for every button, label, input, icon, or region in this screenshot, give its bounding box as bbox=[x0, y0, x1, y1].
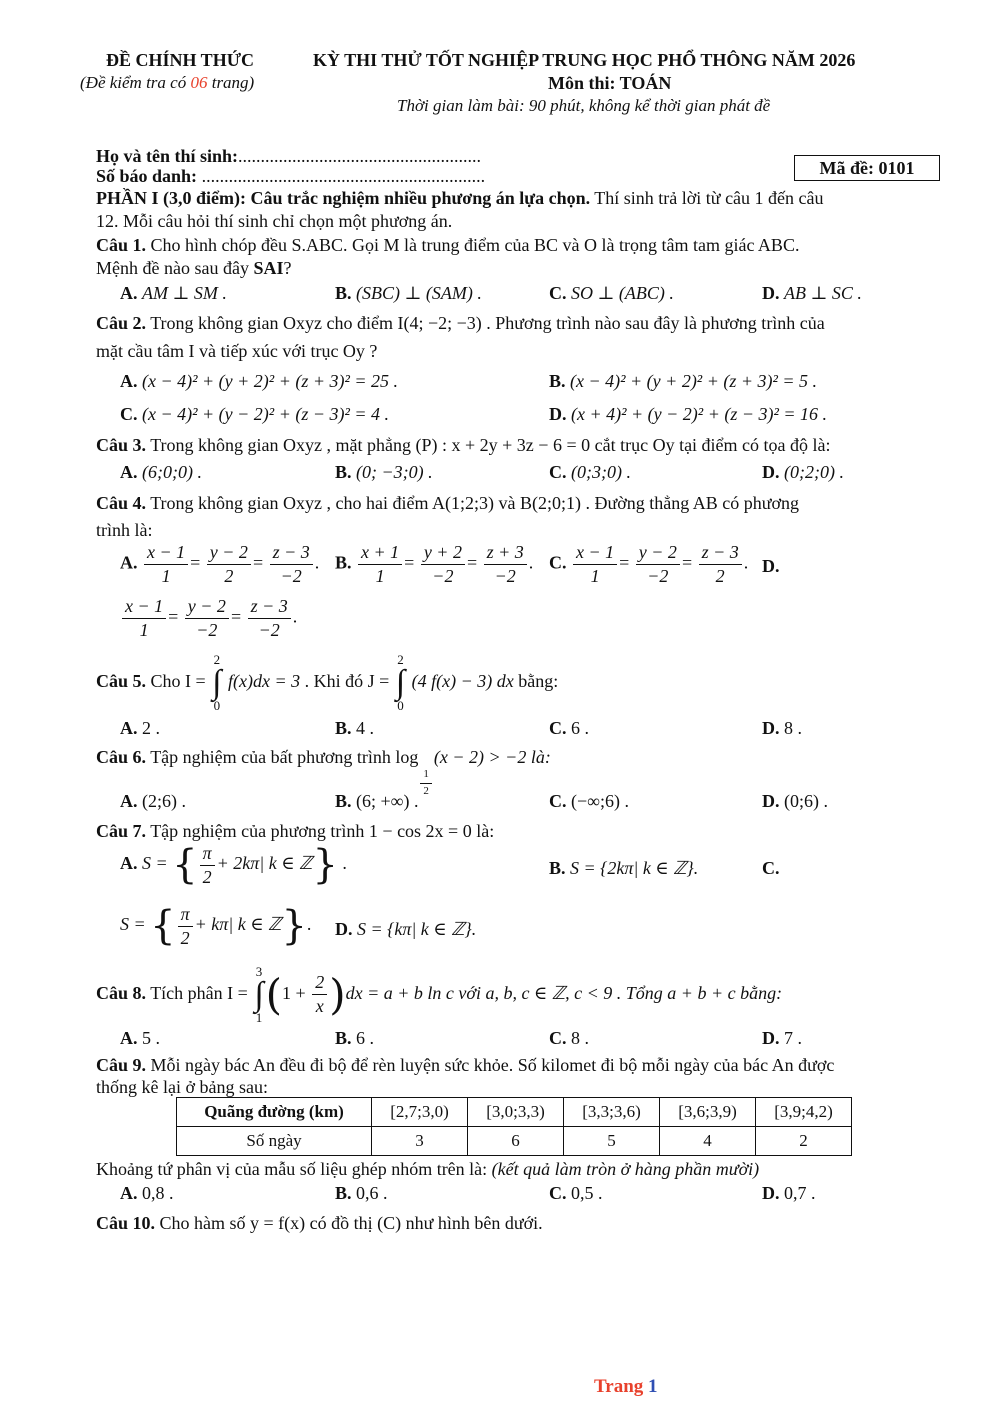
part1-desc: 12. Mỗi câu hỏi thí sinh chỉ chọn một phương án. bbox=[96, 211, 453, 231]
candidate-name-line: Họ và tên thí sinh:...................................................... bbox=[96, 146, 482, 166]
table-header-cell: Quãng đường (km) bbox=[177, 1098, 372, 1127]
exam-code-box: Mã đề: 0101 bbox=[794, 155, 940, 181]
page-footer: Trang 1 bbox=[594, 1376, 658, 1397]
subject: Môn thi: TOÁN bbox=[548, 73, 672, 93]
integral-sign: 2 ∫ 0 bbox=[395, 652, 406, 713]
q9-option-b[interactable]: B. 0,6 . bbox=[335, 1183, 388, 1203]
q8-option-b[interactable]: B. 6 . bbox=[335, 1028, 375, 1048]
q7-option-c-letter[interactable]: C. bbox=[762, 858, 780, 878]
frac: $\frac{x - 1}{1}$ bbox=[122, 597, 166, 640]
q7-option-a[interactable]: A. S = { $\frac{\pi}{2}$ + 2kπ| k ∈ ℤ} . bbox=[120, 842, 347, 888]
q9-option-a[interactable]: A. 0,8 . bbox=[120, 1183, 174, 1203]
q5-option-d[interactable]: D. 8 . bbox=[762, 718, 802, 738]
q2-option-c[interactable]: C. (x − 4)² + (y − 2)² + (z − 3)² = 4 . bbox=[120, 404, 390, 424]
q6-option-d[interactable]: D. (0;6) . bbox=[762, 791, 828, 811]
q1-stem-2: Mệnh đề nào sau đây SAI? bbox=[96, 258, 292, 278]
frac: $\frac{\pi}{2}$ bbox=[200, 844, 215, 887]
q3-option-a[interactable]: A. (6;0;0) . bbox=[120, 462, 202, 482]
q1-stem: Câu 1. Cho hình chóp đều S.ABC. Gọi M là trung điểm của BC và O là trọng tâm tam giác ABC. bbox=[96, 235, 800, 255]
q9-option-d[interactable]: D. 0,7 . bbox=[762, 1183, 816, 1203]
table-cell: 5 bbox=[564, 1127, 660, 1156]
q8-stem: Câu 8. Tích phân I = 3 ∫ 1 (1 + $\frac{2}{x}$ )dx = a + b ln c với a, b, c ∈ ℤ, c < 9 . Tổng a + b + c bằng: bbox=[96, 964, 783, 1025]
table-header-cell: Số ngày bbox=[177, 1127, 372, 1156]
table-cell: 4 bbox=[660, 1127, 756, 1156]
q9-stem: Câu 9. Mỗi ngày bác An đều đi bộ để rèn luyện sức khỏe. Số kilomet đi bộ mỗi ngày của bác An được bbox=[96, 1055, 835, 1075]
frac: $\frac{z + 3}{-2}$ bbox=[484, 543, 527, 586]
frac: $\frac{z - 3}{-2}$ bbox=[248, 597, 291, 640]
table-cell: 6 bbox=[468, 1127, 564, 1156]
q4-option-d-letter[interactable]: D. bbox=[762, 556, 780, 576]
q7-option-b[interactable]: B. S = {2kπ| k ∈ ℤ}. bbox=[549, 858, 699, 878]
q2-option-b[interactable]: B. (x − 4)² + (y + 2)² + (z + 3)² = 5 . bbox=[549, 371, 818, 391]
q4-option-c[interactable]: C. $\frac{x - 1}{1}$ = $\frac{y - 2}{-2}$ = $\frac{z - 3}{2}$ . bbox=[549, 542, 749, 586]
table-cell: [2,7;3,0) bbox=[372, 1098, 468, 1127]
q1-option-d[interactable]: D. AB ⊥ SC . bbox=[762, 283, 862, 303]
q5-option-c[interactable]: C. 6 . bbox=[549, 718, 589, 738]
q4-option-a[interactable]: A. $\frac{x - 1}{1}$ = $\frac{y - 2}{2}$ = $\frac{z - 3}{-2}$ . bbox=[120, 542, 320, 586]
table-row bbox=[177, 1098, 852, 1127]
q2-option-d[interactable]: D. (x + 4)² + (y − 2)² + (z − 3)² = 16 . bbox=[549, 404, 828, 424]
q2-option-a[interactable]: A. (x − 4)² + (y + 2)² + (z + 3)² = 25 . bbox=[120, 371, 399, 391]
q6-option-b[interactable]: B. (6; +∞) . bbox=[335, 791, 419, 811]
table-cell: 2 bbox=[756, 1127, 852, 1156]
q2-stem-2: mặt cầu tâm I và tiếp xúc với trục Oy ? bbox=[96, 341, 378, 361]
q4-stem-2: trình là: bbox=[96, 520, 153, 540]
duration: Thời gian làm bài: 90 phút, không kể thời gian phát đề bbox=[397, 96, 771, 115]
table-cell: [3,3;3,6) bbox=[564, 1098, 660, 1127]
q7-option-d[interactable]: D. S = {kπ| k ∈ ℤ}. bbox=[335, 919, 477, 939]
q1-option-b[interactable]: B. (SBC) ⊥ (SAM) . bbox=[335, 283, 482, 303]
frac: $\frac{x - 1}{1}$ bbox=[573, 543, 617, 586]
q3-option-b[interactable]: B. (0; −3;0) . bbox=[335, 462, 433, 482]
q4-option-d[interactable]: $\frac{x - 1}{1}$ = $\frac{y - 2}{-2}$ = $\frac{z - 3}{-2}$ . bbox=[120, 597, 297, 640]
q5-stem: Câu 5. Cho I = 2 ∫ 0 f(x)dx = 3 . Khi đó J = 2 ∫ 0 (4 f(x) − 3) dx bằng: bbox=[96, 652, 559, 713]
q10-stem: Câu 10. Cho hàm số y = f(x) có đồ thị (C) như hình bên dưới. bbox=[96, 1213, 543, 1233]
frac: $\frac{x + 1}{1}$ bbox=[358, 543, 402, 586]
q9-stem-2: thống kê lại ở bảng sau: bbox=[96, 1077, 268, 1097]
q6-stem: Câu 6. Tập nghiệm của bất phương trình log $\frac{1}{2}$ (x − 2) > −2 là: bbox=[96, 747, 551, 797]
q3-option-d[interactable]: D. (0;2;0) . bbox=[762, 462, 844, 482]
q7-option-c[interactable]: S = { $\frac{\pi}{2}$ + kπ| k ∈ ℤ}. bbox=[120, 903, 312, 949]
exam-title: KỲ THI THỬ TỐT NGHIỆP TRUNG HỌC PHỔ THÔNG NĂM 2026 bbox=[313, 50, 856, 70]
frac: $\frac{z - 3}{2}$ bbox=[699, 543, 742, 586]
q5-option-a[interactable]: A. 2 . bbox=[120, 718, 160, 738]
table-cell: [3,9;4,2) bbox=[756, 1098, 852, 1127]
part1-heading: PHẦN I (3,0 điểm): Câu trắc nghiệm nhiều phương án lựa chọn. Thí sinh trả lời từ câu 1 đến câu bbox=[96, 188, 824, 208]
frac: $\frac{z - 3}{-2}$ bbox=[270, 543, 313, 586]
q9-stem-3: Khoảng tứ phân vị của mẫu số liệu ghép nhóm trên là: (kết quả làm tròn ở hàng phần mười) bbox=[96, 1159, 760, 1179]
q8-option-d[interactable]: D. 7 . bbox=[762, 1028, 802, 1048]
q7-stem: Câu 7. Tập nghiệm của phương trình 1 − cos 2x = 0 là: bbox=[96, 821, 495, 841]
frac: $\frac{2}{x}$ bbox=[312, 973, 327, 1016]
q4-stem: Câu 4. Trong không gian Oxyz , cho hai điểm A(1;2;3) và B(2;0;1) . Đường thẳng AB có phương bbox=[96, 493, 800, 513]
q4-option-b[interactable]: B. $\frac{x + 1}{1}$ = $\frac{y + 2}{-2}$ = $\frac{z + 3}{-2}$ . bbox=[335, 542, 534, 586]
integral-sign: 2 ∫ 0 bbox=[212, 652, 222, 713]
official-label: ĐỀ CHÍNH THỨC bbox=[106, 50, 255, 70]
q1-option-c[interactable]: C. SO ⊥ (ABC) . bbox=[549, 283, 674, 303]
distance-table bbox=[176, 1097, 852, 1156]
frac: $\frac{y - 2}{-2}$ bbox=[185, 597, 229, 640]
q1-option-a[interactable]: A. AM ⊥ SM . bbox=[120, 283, 227, 303]
frac: $\frac{y - 2}{2}$ bbox=[207, 543, 251, 586]
q6-option-c[interactable]: C. (−∞;6) . bbox=[549, 791, 629, 811]
frac: $\frac{y + 2}{-2}$ bbox=[421, 543, 465, 586]
candidate-id-line: Số báo danh: ............................................................... bbox=[96, 166, 486, 186]
q5-option-b[interactable]: B. 4 . bbox=[335, 718, 375, 738]
frac: $\frac{\pi}{2}$ bbox=[178, 905, 193, 948]
log-base: $\frac{1}{2}$ bbox=[420, 769, 432, 797]
q6-option-a[interactable]: A. (2;6) . bbox=[120, 791, 186, 811]
frac: $\frac{x - 1}{1}$ bbox=[144, 543, 188, 586]
q8-option-c[interactable]: C. 8 . bbox=[549, 1028, 589, 1048]
table-row bbox=[177, 1127, 852, 1156]
q8-option-a[interactable]: A. 5 . bbox=[120, 1028, 160, 1048]
page-count-note: (Đề kiểm tra có 06 trang) bbox=[80, 73, 255, 92]
q9-option-c[interactable]: C. 0,5 . bbox=[549, 1183, 603, 1203]
q3-stem: Câu 3. Trong không gian Oxyz , mặt phẳng (P) : x + 2y + 3z − 6 = 0 cắt trục Oy tại điểm có tọa độ là: bbox=[96, 435, 831, 455]
table-cell: 3 bbox=[372, 1127, 468, 1156]
table-cell: [3,0;3,3) bbox=[468, 1098, 564, 1127]
q2-stem: Câu 2. Trong không gian Oxyz cho điểm I(4; −2; −3) . Phương trình nào sau đây là phương trình của bbox=[96, 313, 825, 333]
table-cell: [3,6;3,9) bbox=[660, 1098, 756, 1127]
integral-sign: 3 ∫ 1 bbox=[254, 964, 264, 1025]
q3-option-c[interactable]: C. (0;3;0) . bbox=[549, 462, 631, 482]
frac: $\frac{y - 2}{-2}$ bbox=[636, 543, 680, 586]
